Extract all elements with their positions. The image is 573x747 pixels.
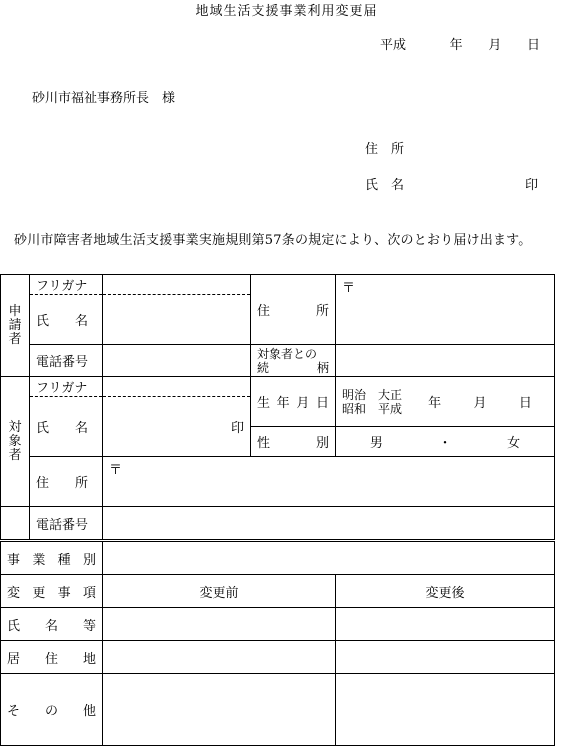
subject-phone-filler xyxy=(1,507,30,540)
birth-month: 月 xyxy=(473,396,487,411)
business-type-label: 事 業 種 別 xyxy=(1,542,103,575)
birth-day: 日 xyxy=(518,396,532,411)
subject-phone-field[interactable] xyxy=(103,507,555,540)
applicant-address-label: 住 所 xyxy=(365,142,405,157)
subject-phone-label: 電話番号 xyxy=(30,507,103,540)
name-etc-label: 氏 名 等 xyxy=(1,608,103,641)
era-options-2: 昭和 平成 xyxy=(342,401,403,416)
subject-address-label: 住 所 xyxy=(30,457,103,507)
applicant-subject-table xyxy=(0,274,555,540)
name-after-field[interactable] xyxy=(336,608,555,641)
applicant-name-field[interactable] xyxy=(103,295,251,345)
applicant-furigana-label: フリガナ xyxy=(30,275,103,295)
birthdate-label: 生 年 月 日 xyxy=(251,377,336,427)
applicant-section-label: 申請者 xyxy=(1,275,30,377)
business-type-field[interactable] xyxy=(103,542,555,575)
date-year: 年 xyxy=(449,38,463,53)
date-month: 月 xyxy=(488,38,502,53)
gender-separator: ・ xyxy=(438,436,452,451)
applicant-name-cell-label: 氏 名 xyxy=(30,295,103,345)
change-item-label: 変 更 事 項 xyxy=(1,575,103,608)
applicant-phone-field[interactable] xyxy=(103,345,251,377)
gender-male[interactable]: 男 xyxy=(369,436,383,451)
preamble-text: 砂川市障害者地域生活支援事業実施規則第57条の規定により、次のとおり届け出ます。 xyxy=(14,233,532,248)
subject-name-label: 氏 名 xyxy=(30,397,103,457)
applicant-address-cell-label: 住 所 xyxy=(251,275,336,345)
before-header: 変更前 xyxy=(103,575,336,608)
postal-mark: 〒 xyxy=(109,463,123,478)
change-details-table xyxy=(0,541,555,746)
gender-label: 性 別 xyxy=(251,427,336,457)
gender-field[interactable] xyxy=(336,427,555,457)
applicant-seal-mark: 印 xyxy=(525,178,539,193)
residence-before-field[interactable] xyxy=(103,641,336,674)
other-after-field[interactable] xyxy=(336,674,555,746)
other-label: そ の 他 xyxy=(1,674,103,746)
gender-female[interactable]: 女 xyxy=(507,436,521,451)
date-era: 平成 xyxy=(380,38,407,53)
birthdate-field[interactable] xyxy=(336,377,555,427)
residence-after-field[interactable] xyxy=(336,641,555,674)
date-day: 日 xyxy=(526,38,540,53)
subject-address-field[interactable] xyxy=(103,457,555,507)
subject-section-label: 対象者 xyxy=(1,377,30,507)
relationship-field[interactable] xyxy=(336,345,555,377)
subject-furigana-field[interactable] xyxy=(103,377,251,397)
era-options-1: 明治 大正 xyxy=(342,387,403,402)
submission-date xyxy=(380,34,540,53)
subject-furigana-label: フリガナ xyxy=(30,377,103,397)
document-title: 地域生活支援事業利用変更届 xyxy=(195,4,378,19)
after-header: 変更後 xyxy=(336,575,555,608)
subject-name-field[interactable] xyxy=(103,397,251,457)
applicant-name-label: 氏 名 xyxy=(365,178,405,193)
applicant-phone-label: 電話番号 xyxy=(30,345,103,377)
postal-mark: 〒 xyxy=(342,281,356,296)
name-before-field[interactable] xyxy=(103,608,336,641)
residence-label: 居 住 地 xyxy=(1,641,103,674)
addressee: 砂川市福祉事務所長 様 xyxy=(32,91,176,106)
applicant-address-field[interactable] xyxy=(336,275,555,345)
birth-year: 年 xyxy=(428,396,442,411)
subject-seal-mark: 印 xyxy=(230,421,244,436)
relationship-label: 対象者との 続 柄 xyxy=(251,345,336,377)
applicant-furigana-field[interactable] xyxy=(103,275,251,295)
other-before-field[interactable] xyxy=(103,674,336,746)
